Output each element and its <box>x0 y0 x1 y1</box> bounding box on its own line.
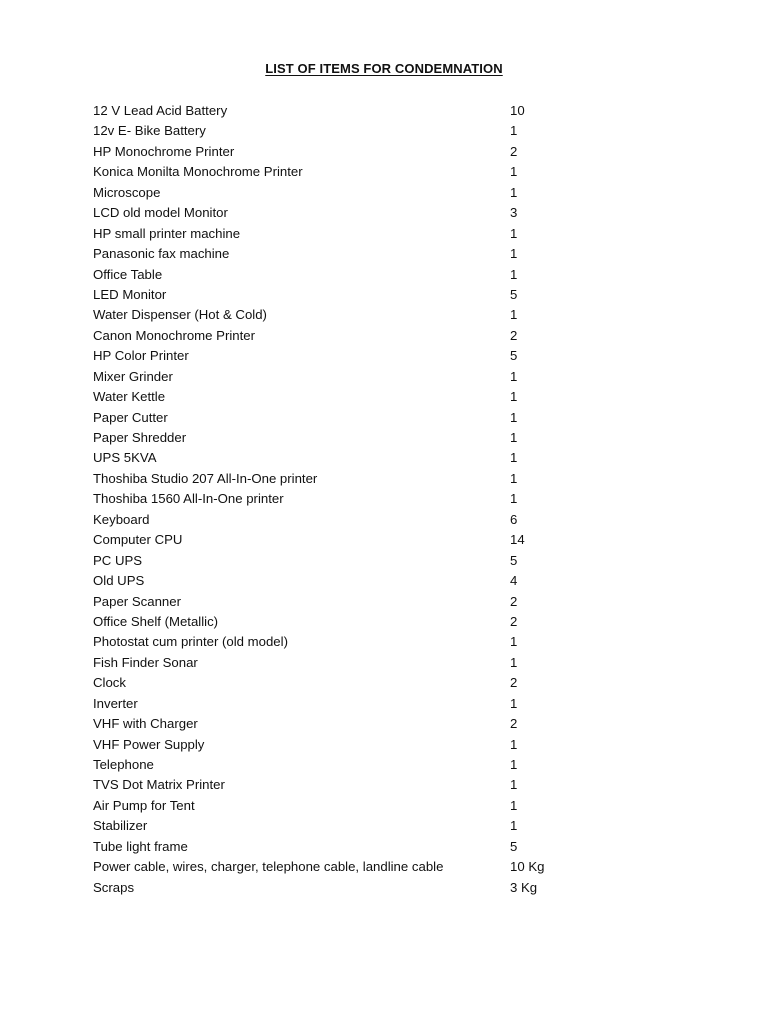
list-item <box>93 203 593 223</box>
item-name: Water Dispenser (Hot & Cold) <box>93 307 267 323</box>
list-item <box>93 735 593 755</box>
item-name: HP Color Printer <box>93 348 189 364</box>
item-name: LED Monitor <box>93 286 167 302</box>
item-name: Office Shelf (Metallic) <box>93 613 219 629</box>
item-name: Old UPS <box>93 573 145 589</box>
list-item <box>93 142 593 162</box>
item-quantity: 2 <box>510 327 518 343</box>
item-quantity: 6 <box>510 511 518 527</box>
item-quantity: 1 <box>510 450 518 466</box>
item-quantity: 1 <box>510 389 518 405</box>
list-item <box>93 387 593 407</box>
item-quantity: 2 <box>510 143 518 159</box>
item-quantity: 1 <box>510 164 518 180</box>
item-name: Scraps <box>93 879 135 895</box>
item-name: PC UPS <box>93 552 143 568</box>
item-quantity: 1 <box>510 797 518 813</box>
item-name: LCD old model Monitor <box>93 205 228 221</box>
item-quantity: 2 <box>510 593 518 609</box>
list-item <box>93 367 593 387</box>
item-quantity: 1 <box>510 246 518 262</box>
item-quantity: 2 <box>510 716 518 732</box>
list-item <box>93 653 593 673</box>
item-name: Paper Scanner <box>93 593 181 609</box>
list-item <box>93 408 593 428</box>
list-item <box>93 265 593 285</box>
list-item <box>93 244 593 264</box>
item-quantity: 1 <box>510 266 518 282</box>
list-item <box>93 428 593 448</box>
item-quantity: 1 <box>510 818 518 834</box>
list-item <box>93 101 593 121</box>
list-item <box>93 775 593 795</box>
list-item <box>93 694 593 714</box>
item-name: 12 V Lead Acid Battery <box>93 103 228 118</box>
item-name: Air Pump for Tent <box>93 797 195 813</box>
item-name: Telephone <box>93 757 154 772</box>
list-item <box>93 571 593 591</box>
list-item <box>93 796 593 816</box>
list-item <box>93 489 593 509</box>
list-item <box>93 183 593 203</box>
list-item <box>93 714 593 734</box>
item-name: Canon Monochrome Printer <box>93 327 255 343</box>
list-item <box>93 510 593 530</box>
item-quantity: 1 <box>510 430 518 445</box>
item-quantity: 3 <box>510 205 518 221</box>
item-quantity: 1 <box>510 757 518 772</box>
item-quantity: 1 <box>510 777 518 793</box>
document-title: LIST OF ITEMS FOR CONDEMNATION <box>265 61 503 76</box>
item-name: HP small printer machine <box>93 225 241 241</box>
item-name: HP Monochrome Printer <box>93 143 235 159</box>
list-item <box>93 326 593 346</box>
list-item <box>93 224 593 244</box>
item-name: Stabilizer <box>93 818 148 834</box>
item-name: Konica Monilta Monochrome Printer <box>93 164 303 180</box>
item-name: Paper Cutter <box>93 409 168 425</box>
item-quantity: 5 <box>510 552 518 568</box>
item-quantity: 1 <box>510 654 518 670</box>
item-name: Microscope <box>93 184 161 200</box>
item-name: Office Table <box>93 266 163 282</box>
list-item <box>93 448 593 468</box>
item-quantity: 10 <box>510 103 525 118</box>
list-item <box>93 551 593 571</box>
item-quantity: 3 Kg <box>510 879 538 895</box>
item-quantity: 1 <box>510 123 518 139</box>
item-quantity: 5 <box>510 348 518 364</box>
list-item <box>93 121 593 141</box>
list-item <box>93 755 593 775</box>
item-name: Thoshiba 1560 All-In-One printer <box>93 491 284 507</box>
item-name: Keyboard <box>93 511 150 527</box>
item-name: Computer CPU <box>93 532 183 548</box>
item-quantity: 1 <box>510 409 518 425</box>
item-name: Photostat cum printer (old model) <box>93 634 288 650</box>
item-name: Clock <box>93 675 126 691</box>
list-item <box>93 857 593 877</box>
item-quantity: 1 <box>510 634 518 650</box>
item-name: VHF with Charger <box>93 716 198 732</box>
item-name: Paper Shredder <box>93 430 187 445</box>
item-quantity: 2 <box>510 675 518 691</box>
list-item <box>93 673 593 693</box>
item-quantity: 4 <box>510 573 518 589</box>
list-item <box>93 469 593 489</box>
item-quantity: 1 <box>510 225 518 241</box>
item-quantity: 14 <box>510 532 525 548</box>
item-name: Tube light frame <box>93 838 188 854</box>
item-quantity: 1 <box>510 470 518 486</box>
items-list <box>93 101 593 898</box>
item-name: 12v E- Bike Battery <box>93 123 206 139</box>
item-quantity: 10 Kg <box>510 859 545 875</box>
item-name: TVS Dot Matrix Printer <box>93 777 225 793</box>
item-quantity: 1 <box>510 695 518 711</box>
item-name: Power cable, wires, charger, telephone cable, landline cable <box>93 859 444 875</box>
item-quantity: 1 <box>510 184 518 200</box>
list-item <box>93 837 593 857</box>
list-item <box>93 632 593 652</box>
item-name: Water Kettle <box>93 389 166 405</box>
list-item <box>93 285 593 305</box>
item-quantity: 1 <box>510 368 518 384</box>
list-item <box>93 612 593 632</box>
list-item <box>93 346 593 366</box>
item-quantity: 5 <box>510 286 518 302</box>
item-quantity: 5 <box>510 838 518 854</box>
list-item <box>93 878 593 898</box>
list-item <box>93 162 593 182</box>
item-quantity: 1 <box>510 491 518 507</box>
item-quantity: 1 <box>510 736 518 752</box>
list-item <box>93 816 593 836</box>
item-quantity: 2 <box>510 613 518 629</box>
list-item <box>93 592 593 612</box>
item-name: Mixer Grinder <box>93 368 173 384</box>
item-quantity: 1 <box>510 307 518 323</box>
item-name: Thoshiba Studio 207 All-In-One printer <box>93 470 318 486</box>
list-item <box>93 305 593 325</box>
item-name: Inverter <box>93 695 138 711</box>
list-item <box>93 530 593 550</box>
item-name: VHF Power Supply <box>93 736 205 752</box>
item-name: UPS 5KVA <box>93 450 157 466</box>
item-name: Fish Finder Sonar <box>93 654 198 670</box>
item-name: Panasonic fax machine <box>93 246 230 262</box>
